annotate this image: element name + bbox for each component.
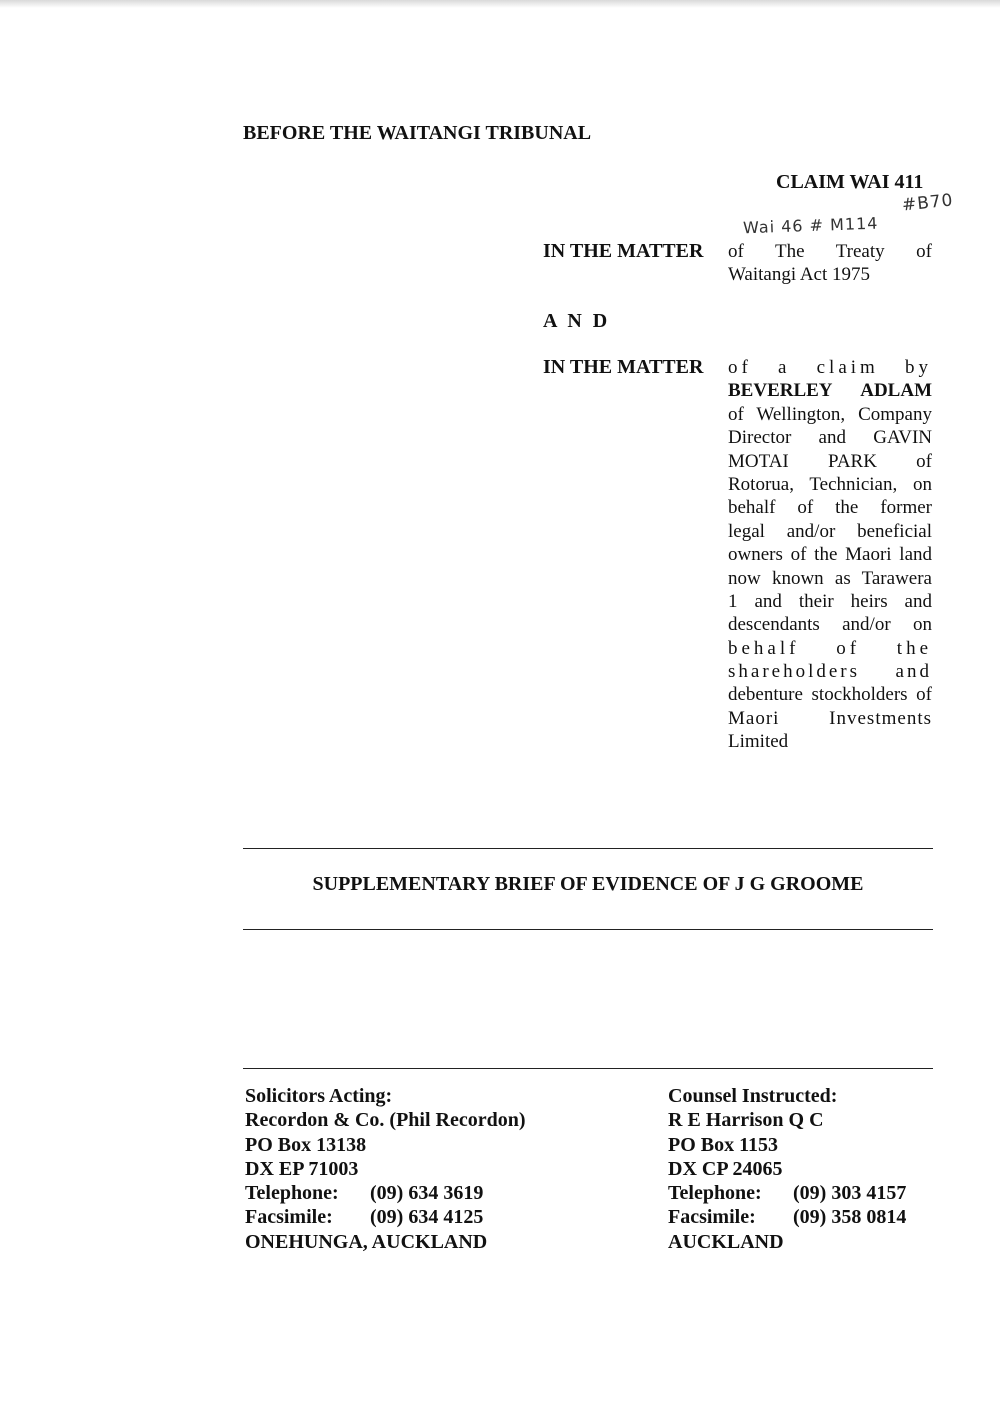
facsimile-label: Facsimile: — [668, 1206, 756, 1229]
claim-text-line: debenture stockholders of — [728, 684, 932, 706]
telephone-value: (09) 303 4157 — [793, 1182, 907, 1205]
claim-text-line: Director and GAVIN — [728, 427, 932, 449]
divider-rule-footer — [243, 1068, 933, 1069]
claim-text-line: descendants and/or on — [728, 614, 932, 636]
claim-number: CLAIM WAI 411 — [776, 171, 924, 193]
matter-label-2: IN THE MATTER — [543, 356, 704, 378]
counsel-dx: DX CP 24065 — [668, 1157, 783, 1180]
claim-text-line: Rotorua, Technician, on — [728, 473, 932, 495]
matter-text-1 — [728, 240, 932, 287]
claim-text-line: behalf of the — [728, 637, 932, 659]
solicitors-block — [245, 1084, 526, 1254]
solicitors-facsimile-row — [245, 1205, 526, 1229]
divider-rule-top — [243, 848, 933, 849]
counsel-city: AUCKLAND — [668, 1230, 784, 1253]
matter-label-1: IN THE MATTER — [543, 240, 704, 262]
telephone-label: Telephone: — [245, 1182, 339, 1205]
claim-text-line: 1 and their heirs and — [728, 590, 932, 612]
counsel-po-box: PO Box 1153 — [668, 1133, 779, 1156]
claimant-name-line: BEVERLEY ADLAM — [728, 380, 932, 402]
facsimile-label: Facsimile: — [245, 1206, 333, 1229]
brief-title: SUPPLEMENTARY BRIEF OF EVIDENCE OF J G GROOME — [312, 873, 864, 895]
claim-text-line: MOTAI PARK of — [728, 450, 932, 472]
solicitors-city: ONEHUNGA, AUCKLAND — [245, 1230, 488, 1253]
tribunal-heading: BEFORE THE WAITANGI TRIBUNAL — [243, 122, 592, 144]
claim-text-line: Maori Investments — [728, 707, 932, 729]
claim-text-line: Limited — [728, 731, 789, 753]
counsel-block — [668, 1084, 906, 1254]
claim-text-line: now known as Tarawera — [728, 567, 932, 589]
scan-edge-shadow — [0, 0, 1000, 8]
claim-text-line: of a claim by — [728, 357, 932, 378]
claim-text-line: of Wellington, Company — [728, 403, 932, 425]
and-label: A N D — [543, 310, 611, 332]
handwritten-reference-b70: #B70 — [901, 190, 955, 216]
matter-text-2 — [728, 356, 932, 754]
facsimile-value: (09) 634 4125 — [370, 1206, 484, 1229]
solicitors-po-box: PO Box 13138 — [245, 1133, 367, 1156]
claim-text-line: shareholders and — [728, 661, 932, 683]
claim-text-line: behalf of the former — [728, 497, 932, 519]
counsel-facsimile-row — [668, 1205, 906, 1229]
solicitors-telephone-row — [245, 1181, 526, 1205]
facsimile-value: (09) 358 0814 — [793, 1206, 907, 1229]
claim-text-line: legal and/or beneficial — [728, 520, 932, 542]
counsel-telephone-row — [668, 1181, 906, 1205]
telephone-value: (09) 634 3619 — [370, 1182, 484, 1205]
solicitors-heading: Solicitors Acting: — [245, 1085, 393, 1107]
solicitors-firm: Recordon & Co. (Phil Recordon) — [245, 1109, 526, 1132]
handwritten-reference-wai46: Wai 46 # M114 — [742, 213, 879, 238]
counsel-name: R E Harrison Q C — [668, 1109, 824, 1132]
matter-text-line: Waitangi Act 1975 — [728, 264, 870, 286]
claim-text-line: owners of the Maori land — [728, 544, 932, 566]
telephone-label: Telephone: — [668, 1182, 762, 1205]
divider-rule-bottom — [243, 929, 933, 930]
matter-text-line: of The Treaty of — [728, 241, 932, 262]
solicitors-dx: DX EP 71003 — [245, 1157, 359, 1180]
counsel-heading: Counsel Instructed: — [668, 1085, 838, 1107]
